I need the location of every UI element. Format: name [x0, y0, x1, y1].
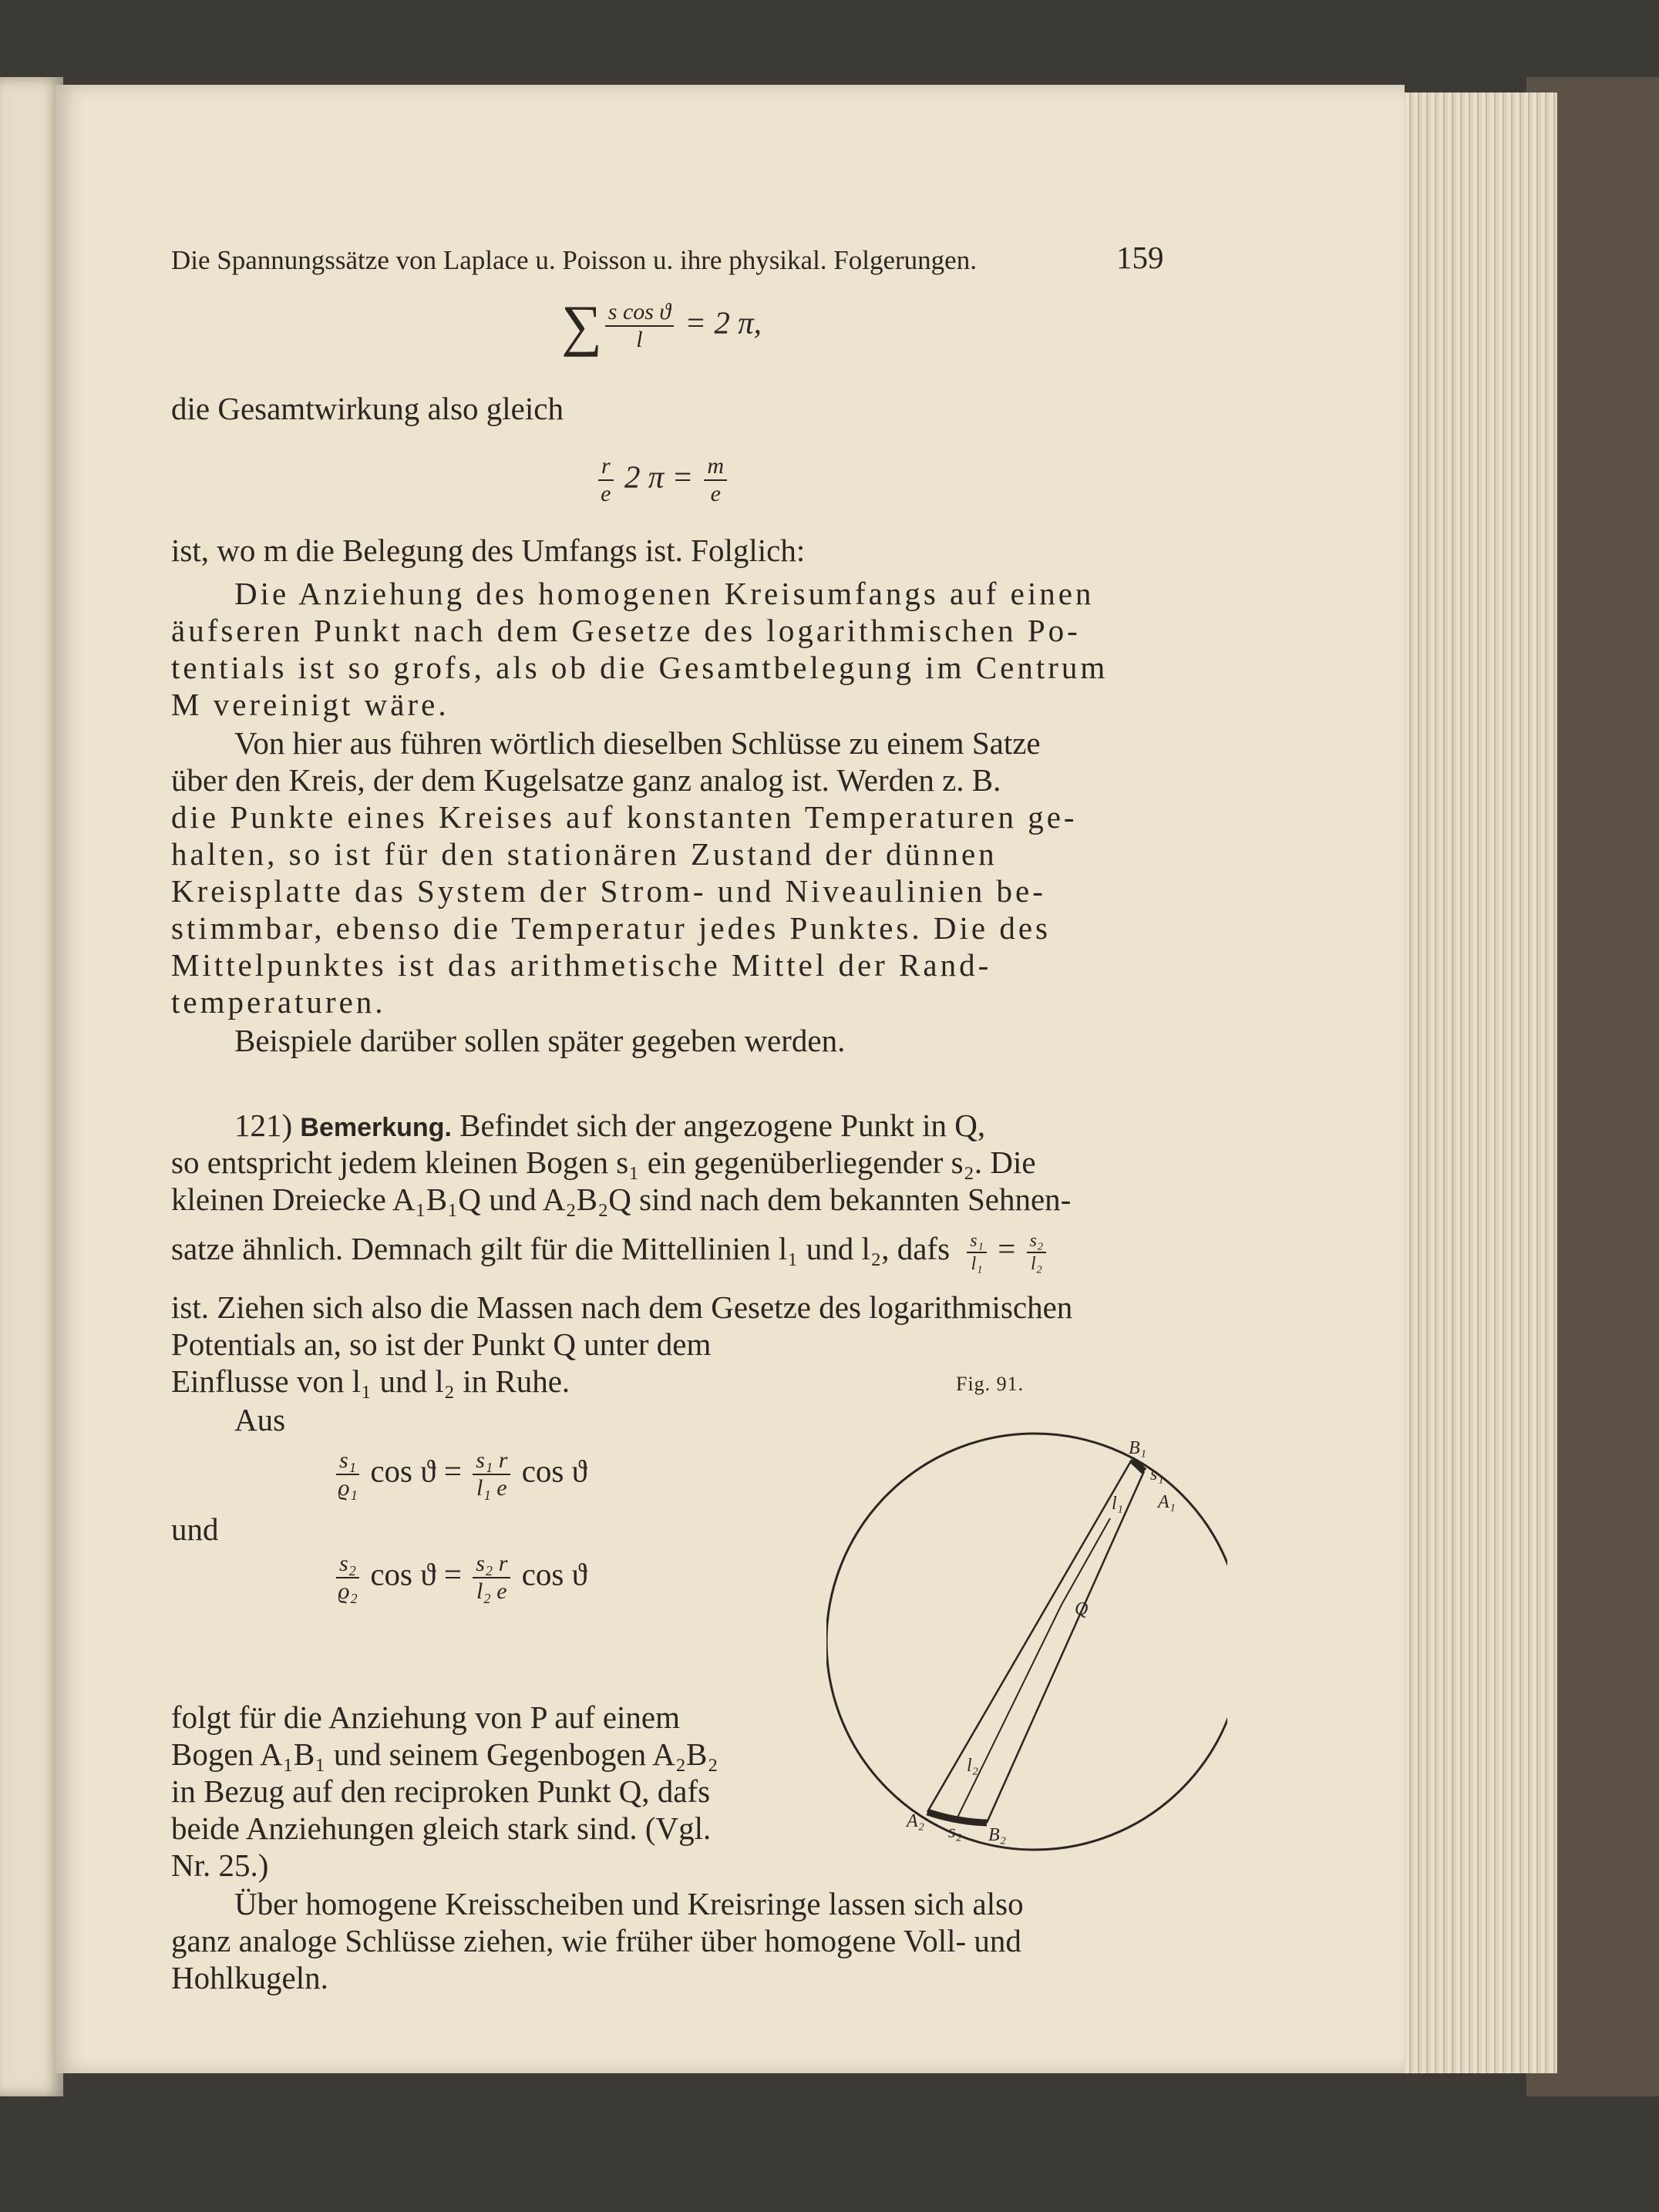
- paragraph-line: Beispiele darüber sollen später gegeben werden.: [234, 1023, 846, 1058]
- arc-s2: [927, 1812, 987, 1823]
- chord-a1-b2: [987, 1471, 1144, 1823]
- running-header: Die Spannungssätze von Laplace u. Poisson u. ihre physikal. Folgerungen.: [171, 245, 977, 275]
- text-line: ist, wo m die Belegung des Umfangs ist. Folglich:: [171, 533, 806, 568]
- paragraph-line: Kreisplatte das System der Strom- und Niveaulinien be-: [171, 873, 1046, 909]
- section-heading: Bemerkung.: [300, 1113, 452, 1142]
- page-stack-edges: [1380, 92, 1557, 2073]
- label-q: Q: [1075, 1599, 1089, 1619]
- paragraph-line: über den Kreis, der dem Kugelsatze ganz analog ist. Werden z. B.: [171, 762, 1001, 798]
- label-s2: s₂: [948, 1822, 962, 1842]
- label-b1: B₁: [1129, 1438, 1147, 1458]
- paragraph-line: Aus: [234, 1402, 286, 1437]
- book-page: [56, 85, 1405, 2073]
- label-a2: A₂: [907, 1811, 925, 1831]
- figure-caption: Fig. 91.: [956, 1373, 1025, 1395]
- facing-page-edge: [0, 77, 63, 2096]
- page-number: 159: [1116, 240, 1164, 275]
- paragraph-line: kleinen Dreiecke A₁B₁Q und A₂B₂Q sind nach dem bekannten Sehnen-: [171, 1182, 1072, 1217]
- paragraph-line: stimmbar, ebenso die Temperatur jedes Punktes. Die des: [171, 910, 1051, 946]
- paragraph-line: Einflusse von l₁ und l₂ in Ruhe.: [171, 1363, 570, 1399]
- paragraph-line: ist. Ziehen sich also die Massen nach dem Gesetze des logarithmischen: [171, 1289, 1073, 1325]
- paragraph-line: Bogen A₁B₁ und seinem Gegenbogen A₂B₂: [171, 1736, 718, 1772]
- equation-b: $\frac{\text{s₂}}{\text{ϱ₂}}$ cos ϑ = $\frac{\text{s₂ r}}{\text{l₂ e}}$ cos ϑ: [333, 1552, 587, 1603]
- paragraph-line: Nr. 25.): [171, 1847, 269, 1883]
- paragraph-line: halten, so ist für den stationären Zustand der dünnen: [171, 836, 998, 872]
- label-a1: A₁: [1158, 1492, 1176, 1512]
- paragraph-line: so entspricht jedem kleinen Bogen s₁ ein gegenüberliegender s₂. Die: [171, 1145, 1036, 1180]
- section-number: 121): [234, 1108, 293, 1143]
- paragraph-line: Von hier aus führen wörtlich dieselben Schlüsse zu einem Satze: [234, 725, 1041, 761]
- paragraph-line: satze ähnlich. Demnach gilt für die Mittellinien l₁ und l₂, dafs $\frac{\text{s₁}}{\text{l₁}}$ = $\frac{\text{s₂}}{\text{l₂}}$: [171, 1230, 1049, 1273]
- paragraph-line: Über homogene Kreisscheiben und Kreisringe lassen sich also: [234, 1886, 1024, 1921]
- theorem-line: äufseren Punkt nach dem Gesetze des logarithmischen Po-: [171, 613, 1081, 648]
- figure-91-diagram: [826, 1395, 1227, 1873]
- section-121-first-line: 121) Bemerkung. Befindet sich der angezogene Punkt in Q,: [234, 1108, 986, 1143]
- equation-sum: ∑ $\frac{\text{s cos ϑ}}{l}$ = 2 π,: [561, 294, 762, 358]
- label-s1: s₁: [1150, 1464, 1164, 1484]
- paragraph-line: ganz analoge Schlüsse ziehen, wie früher über homogene Voll- und: [171, 1923, 1021, 1958]
- median-l2: [957, 1605, 1062, 1817]
- paragraph-line: Hohlkugeln.: [171, 1960, 328, 1995]
- paragraph-line: folgt für die Anziehung von P auf einem: [171, 1699, 681, 1735]
- paragraph-line: beide Anziehungen gleich stark sind. (Vgl.: [171, 1810, 712, 1846]
- paragraph-line: temperaturen.: [171, 984, 386, 1020]
- paragraph-line: Potentials an, so ist der Punkt Q unter dem: [171, 1326, 712, 1362]
- arc-s1: [1132, 1460, 1144, 1471]
- theorem-line: tentials ist so grofs, als ob die Gesamtbelegung im Centrum: [171, 650, 1109, 685]
- text-line: die Gesamtwirkung also gleich: [171, 391, 564, 426]
- chord-b1-a2: [927, 1460, 1132, 1812]
- paragraph-line: die Punkte eines Kreises auf konstanten Temperaturen ge-: [171, 799, 1078, 835]
- label-l1: l₁: [1112, 1494, 1124, 1514]
- paragraph-line: Mittelpunktes ist das arithmetische Mittel der Rand-: [171, 947, 992, 983]
- theorem-line: Die Anziehung des homogenen Kreisumfangs auf einen: [234, 576, 1095, 611]
- paragraph-line: in Bezug auf den reciproken Punkt Q, dafs: [171, 1773, 711, 1809]
- equation-total: $\frac{r}{e}$ 2 π = $\frac{m}{e}$: [595, 455, 730, 506]
- label-l2: l₂: [967, 1756, 979, 1776]
- equation-a: $\frac{\text{s₁}}{\text{ϱ₁}}$ cos ϑ = $\frac{\text{s₁ r}}{\text{l₁ e}}$ cos ϑ: [333, 1449, 587, 1500]
- theorem-line: M vereinigt wäre.: [171, 687, 449, 722]
- paragraph-line: und: [171, 1511, 219, 1547]
- label-b2: B₂: [988, 1825, 1007, 1845]
